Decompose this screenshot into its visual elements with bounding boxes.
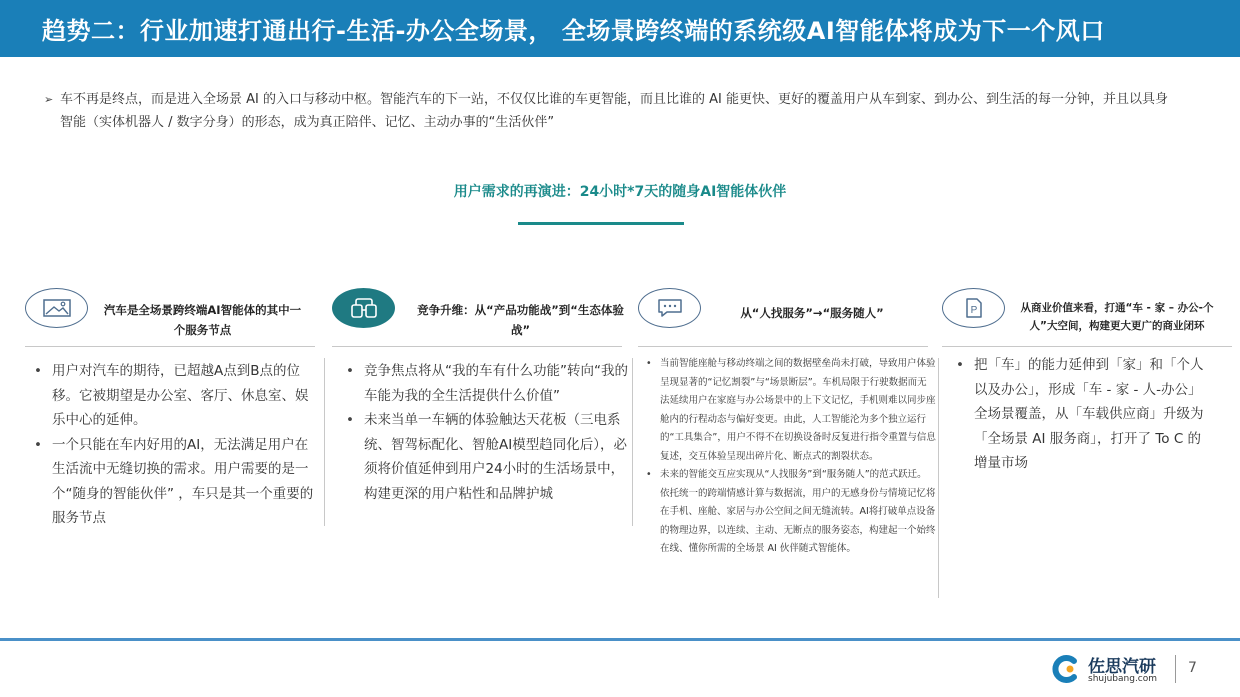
column-4-bullets bbox=[952, 353, 1210, 476]
arrow-bullet-icon: ➢ bbox=[44, 93, 54, 106]
list-item: • 当前智能座舱与移动终端之间的数据壁垒尚未打破，导致用户体验呈现显著的“记忆割裂”与“场景断层”。车机局限于行驶数据而无法延续用户在家庭与办公场景中的上下文记忆，手机则难以同步座舱内的行程动态与偏好变更。由此，人工智能沦为多个独立运行的“工具集合”，用户不得不在切换设备时反复进行指令重置与信息复述，交互体验呈现出碎片化、断点式的割裂状态。 bbox=[644, 355, 936, 466]
column-separator bbox=[632, 358, 633, 526]
company-logo bbox=[1050, 650, 1170, 690]
column-3-divider bbox=[638, 346, 928, 347]
column-4-title: 从商业价值来看，打通“车 - 家 – 办公-个人”大空间，构建更大更广的商业闭环 bbox=[1020, 302, 1214, 332]
logo-text-en: shujubang.com bbox=[1088, 674, 1158, 684]
column-3-bullets bbox=[644, 355, 936, 559]
column-4-divider bbox=[942, 346, 1232, 347]
logo-mark-icon bbox=[1050, 653, 1082, 685]
image-icon bbox=[25, 288, 88, 328]
devices-icon bbox=[332, 288, 395, 328]
title-bar bbox=[0, 0, 1240, 57]
page-number: 7 bbox=[1188, 660, 1197, 676]
svg-text:P: P bbox=[970, 305, 977, 316]
column-separator bbox=[324, 358, 325, 526]
list-item: • 把「车」的能力延伸到「家」和「个人以及办公」，形成「车 - 家 - 人-办公」全场景覆盖，从「车载供应商」升级为「全场景 AI 服务商」，打开了 To C 的增量市场 bbox=[952, 353, 1210, 476]
column-1-divider bbox=[25, 346, 315, 347]
column-2-title: 竞争升维：从“产品功能战”到“生态体验战” bbox=[417, 303, 624, 337]
column-2-divider bbox=[332, 346, 622, 347]
column-3-title: 从“人找服务”→“服务随人” bbox=[740, 306, 884, 320]
chat-bubble-icon bbox=[638, 288, 701, 328]
subtitle-underline bbox=[518, 222, 684, 225]
list-item: • 未来的智能交互应实现从“人找服务”到“服务随人”的范式跃迁。依托统一的跨端情感计算与数据流，用户的无感身份与情境记忆将在手机、座舱、家居与办公空间之间无缝流转。AI将打破单点设备的物理边界，以连续、主动、无断点的服务姿态，构建起一个始终在线、懂你所需的全场景 AI 伙伴随式智能体。 bbox=[644, 466, 936, 559]
list-item: • 竞争焦点将从“我的车有什么功能”转向“我的车能为我的全生活提供什么价值” bbox=[342, 359, 630, 408]
page-number-divider bbox=[1175, 655, 1176, 683]
section-subtitle: 用户需求的再演进：24小时*7天的随身AI智能体伙伴 bbox=[453, 184, 787, 200]
intro-text: 车不再是终点，而是进入全场景 AI 的入口与移动中枢。智能汽车的下一站，不仅仅比谁的车更智能，而且比谁的 AI 能更快、更好的覆盖用户从车到家、到办公、到生活的每一分钟，并且以具身智能（实体机器人 / 数字分身）的形态，成为真正陪伴、记忆、主动办事的“生活伙伴” bbox=[60, 92, 1168, 130]
page-title: 趋势二：行业加速打通出行-生活-办公全场景， 全场景跨终端的系统级AI智能体将成为下一个风口 bbox=[42, 17, 1105, 45]
footer-line bbox=[0, 638, 1240, 641]
list-item: • 用户对汽车的期待，已超越A点到B点的位移。它被期望是办公室、客厅、休息室、娱乐中心的延伸。 bbox=[30, 359, 318, 433]
column-1-bullets bbox=[30, 359, 318, 531]
column-separator bbox=[938, 358, 939, 598]
list-item: • 未来当单一车辆的体验触达天花板（三电系统、智驾标配化、智舱AI模型趋同化后），必须将价值延伸到用户24小时的生活场景中，构建更深的用户粘性和品牌护城 bbox=[342, 408, 630, 506]
intro-paragraph bbox=[44, 88, 1174, 134]
column-1-title: 汽车是全场景跨终端AI智能体的其中一个服务节点 bbox=[103, 303, 302, 337]
column-2-bullets bbox=[342, 359, 630, 506]
parking-sign-icon bbox=[942, 288, 1005, 328]
list-item: • 一个只能在车内好用的AI，无法满足用户在生活流中无缝切换的需求。用户需要的是一个“随身的智能伙伴” ，车只是其一个重要的服务节点 bbox=[30, 433, 318, 531]
logo-text-cn: 佐思汽研 bbox=[1088, 657, 1156, 677]
